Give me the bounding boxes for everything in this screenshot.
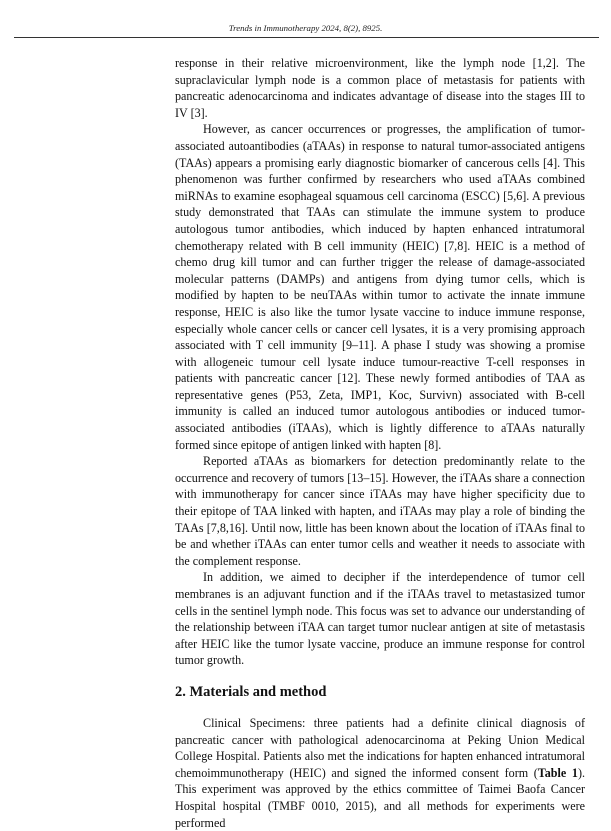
table-reference-link[interactable]: Table 1 — [537, 765, 578, 780]
running-head: Trends in Immunotherapy 2024, 8(2), 8925. — [228, 23, 383, 33]
paragraph-aims: In addition, we aimed to decipher if the interdependence of tumor cell membranes is an adjuvant function and if the iTAAs travel to metastasized tumor cells in the sentinel lymph node. This focus was set to advance our understanding of the relationship between iTAA can target tumor nuclear antigen at site of metastasis after HEIC like the tumor lysate vaccine, produce an immune response for control tumor growth. — [175, 570, 585, 668]
specimens-text-start: Clinical Specimens: three patients had a definite clinical diagnosis of pancreatic cancer with pathological adenocarcinoma at Peking Union Medical College Hospital. Patients also met the indications for hapten enhanced intratumoral chemoimmunotherapy (HEIC) and signed the informed consent form ( — [175, 715, 585, 780]
paragraph-aTAAs: However, as cancer occurrences or progresses, the amplification of tumor-associated autoantibodies (aTAAs) in response to natural tumor-associated antigens (TAAs) appears a promising early diagnostic biomarker of cancerous cells [4]. This phenomenon was further confirmed by researchers who used aTAAs combined miRNAs to examine esophageal squamous cell carcinoma (ESCC) [5,6]. A previous study demonstrated that TAAs can stimulate the immune system to produce autologous tumor antibodies, which induced by hapten enhanced intratumoral chemotherapy related with B cell immunity (HEIC) [7,8]. HEIC is a method of chemo drug kill tumor and can further trigger the release of damage-associated molecular patterns (DAMPs) and antigens from dying tumor cells, which is modified by hapten to be neuTAAs within tumor to activate the innate immune response, HEIC is also like the tumor lysate vaccine to induce immune response, especially whole cancer cells or cancer cell lysates, it is a very promising approach associated with T cell immunity [9–11]. A phase I study was showing a promise with allogeneic tumour cell lysate induce tumour-reactive T-cell responses in patients with pancreatic cancer [12]. These newly formed antibodies of TAA as representative genes (P53, Zeta, IMP1, Koc, Survivn) associated with B-cell immunity is called an induced tumor autologous antibodies or induced tumor-associated antibodies (iTAAs), which is lightly difference to aTAAs naturally formed since epitope of antigen linked with hapten [8]. — [175, 122, 585, 452]
article-body — [175, 55, 585, 831]
header-rule — [14, 37, 599, 38]
paragraph-biomarkers: Reported aTAAs as biomarkers for detection predominantly relate to the occurrence and recovery of tumors [13–15]. However, the iTAAs share a connection with immunotherapy for cancer since iTAAs may have higher specificity due to their epitope of TAA linked with hapten, and iTAAs may play a role of binding the TAAs [7,8,16]. Until now, little has been known about the location of iTAAs final to be and whether iTAAs can enter tumor cells and weather it needs to associate with the complement response. — [175, 454, 585, 568]
specimens-text-end: ). This experiment was approved by the ethics committee of Taimei Baofa Cancer Hospital hospital (TMBF 0010, 2015), and all methods for experiments were performed — [175, 765, 585, 830]
section-heading: 2. Materials and method — [175, 683, 327, 700]
paragraph-continuation: response in their relative microenvironment, like the lymph node [1,2]. The supraclavicular lymph node is a common place of metastasis for patients with pancreatic adenocarcinoma and indicates advantage of disease into the stages III to IV [3]. — [175, 56, 585, 120]
paragraph-clinical-specimens — [175, 715, 585, 831]
